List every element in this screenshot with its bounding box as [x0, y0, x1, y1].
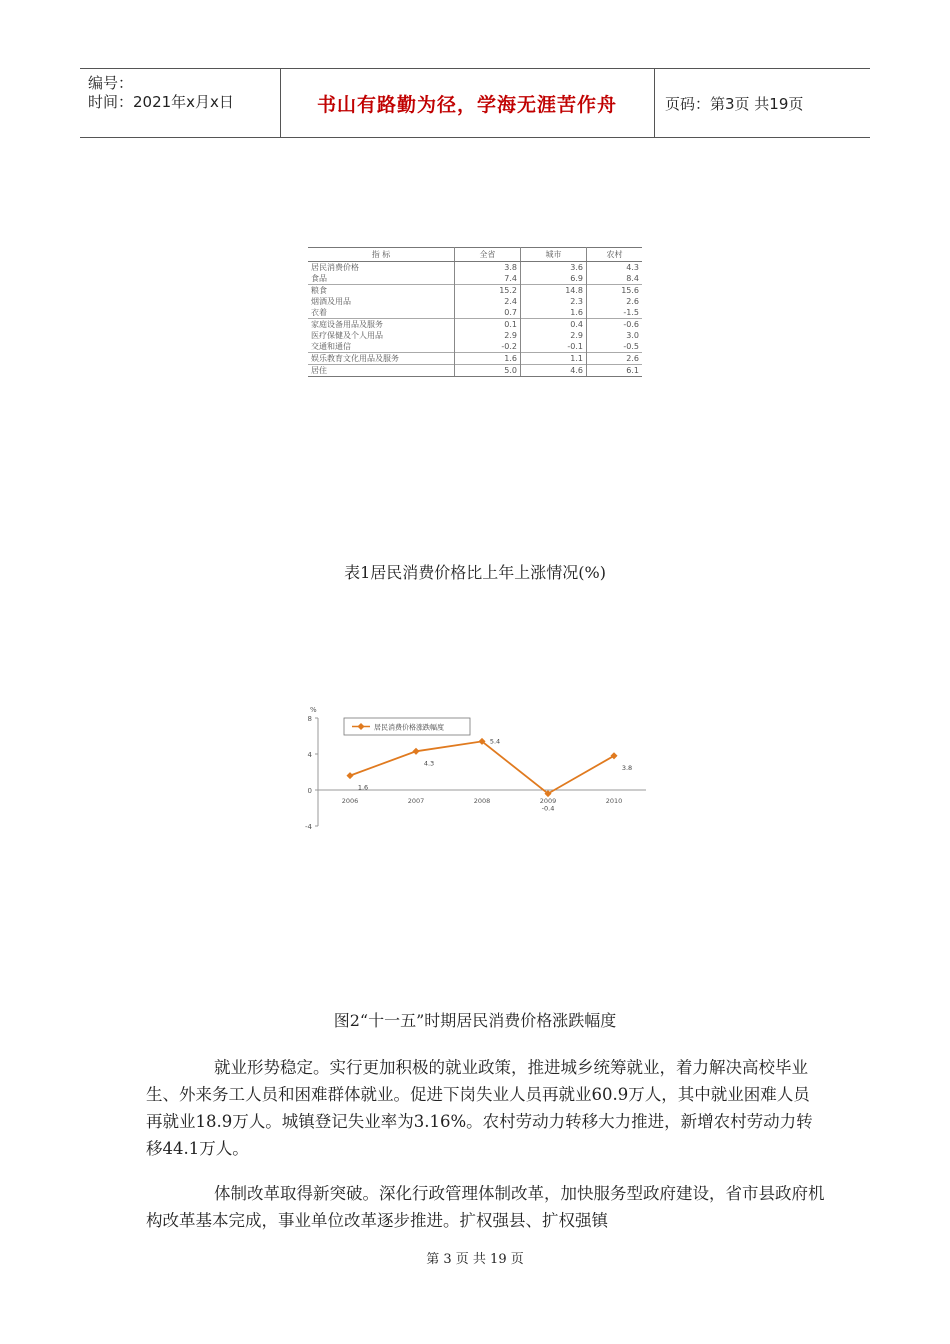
- header-left-cell: [80, 69, 281, 137]
- y-tick-label: 8: [307, 715, 312, 723]
- x-tick-label: 2009: [539, 797, 557, 805]
- table-cell: 15.2: [455, 285, 521, 297]
- table-cell: 0.4: [521, 319, 587, 331]
- table-row: [308, 319, 642, 331]
- x-tick-label: 2007: [407, 797, 425, 805]
- table-cell: 2.6: [587, 353, 643, 365]
- table-cell: 4.6: [521, 365, 587, 377]
- table-cell: -0.1: [521, 341, 587, 353]
- table-cell: 3.0: [626, 331, 639, 340]
- paragraph-employment: [146, 1054, 826, 1162]
- table-cell: 0.7: [455, 307, 521, 319]
- x-tick-label: 2010: [605, 797, 623, 805]
- paragraph-text: 体制改革取得新突破。深化行政管理体制改革，加快服务型政府建设，省市县政府机构改革基本完成，事业单位改革逐步推进。扩权强县、扩权强镇: [146, 1184, 825, 1230]
- header-page-cell: [655, 69, 870, 137]
- table-cell: 衣着: [308, 307, 455, 319]
- table-cell: 8.4: [626, 274, 639, 283]
- figure-caption: 图2“十一五”时期居民消费价格涨跌幅度: [333, 1011, 617, 1030]
- table-header-row: [308, 248, 642, 262]
- table-cell: 14.8: [521, 285, 587, 297]
- paragraph-text: 就业形势稳定。实行更加积极的就业政策，推进城乡统筹就业，着力解决高校毕业生、外来务工人员和困难群体就业。促进下岗失业人员再就业60.9万人，其中就业困难人员再就业18.9万人。城镇登记失业率为3.16%。农村劳动力转移大力推进，新增农村劳动力转移44.1万人。: [146, 1058, 813, 1158]
- table-cell: 居民消费价格: [308, 262, 455, 274]
- data-label: 5.4: [489, 737, 501, 746]
- table-header-cell: 全省: [455, 248, 521, 262]
- data-label: 1.6: [357, 783, 369, 792]
- data-label: 3.8: [621, 763, 633, 772]
- y-tick-label: 0: [307, 787, 312, 795]
- table-row: [308, 330, 642, 341]
- cpi-table: [308, 247, 642, 377]
- table-cell: -0.6: [587, 319, 643, 331]
- table-row: [308, 285, 642, 297]
- x-tick-label: 2006: [341, 797, 359, 805]
- table-cell: 1.6: [521, 307, 587, 319]
- paragraph-reform: [146, 1180, 826, 1234]
- table-header-cell: 城市: [521, 248, 587, 262]
- table-cell: -0.2: [455, 341, 521, 353]
- data-point: [610, 752, 617, 759]
- legend-label: 居民消费价格涨跌幅度: [374, 723, 444, 732]
- cpi-line-chart: [296, 704, 656, 832]
- header-motto-cell: [280, 69, 655, 137]
- table-cell: 3.8: [455, 262, 521, 274]
- table-row: [308, 296, 642, 307]
- table-row: [308, 341, 642, 353]
- table-cell: 1.1: [521, 353, 587, 365]
- table-cell: 2.3: [521, 296, 587, 307]
- table-cell: 3.6: [521, 262, 587, 274]
- table-cell: 1.6: [455, 353, 521, 365]
- table-cell: 7.4: [455, 273, 521, 285]
- table-cell: 0.1: [455, 319, 521, 331]
- data-point: [346, 772, 353, 779]
- time-label: 时间：2021年x月x日: [88, 93, 234, 111]
- number-label: 编号：: [88, 74, 134, 92]
- table-cell: 交通和通信: [308, 341, 455, 353]
- page-footer: 第 3 页 共 19 页: [426, 1252, 524, 1267]
- table-cell: 粮食: [308, 285, 455, 297]
- table-cell: -0.5: [623, 342, 639, 351]
- table-cell: 医疗保健及个人用品: [308, 330, 455, 341]
- table-header-cell: 农村: [587, 248, 643, 262]
- page-header: [80, 68, 870, 138]
- y-tick-label: -4: [305, 823, 312, 831]
- y-axis-unit: %: [310, 706, 317, 714]
- table-cell: 居住: [308, 365, 455, 377]
- table-cell: 烟酒及用品: [308, 296, 455, 307]
- table-cell: 6.9: [521, 273, 587, 285]
- table-cell: 2.4: [455, 296, 521, 307]
- table-caption: 表1居民消费价格比上年上涨情况(%): [344, 563, 606, 582]
- table-row: [308, 273, 642, 285]
- table-cell: 2.6: [626, 297, 639, 306]
- table-row: [308, 365, 642, 377]
- table-cell: 15.6: [587, 285, 643, 297]
- data-label: -0.4: [541, 804, 555, 813]
- page-indicator: 页码：第3页 共19页: [665, 94, 804, 113]
- table-header-cell: 指 标: [308, 248, 455, 262]
- y-tick-label: 4: [307, 751, 312, 759]
- table-row: [308, 307, 642, 319]
- table-cell: 家庭设备用品及服务: [308, 319, 455, 331]
- motto: 书山有路勤为径，学海无涯苦作舟: [316, 93, 617, 116]
- table-cell: 6.1: [587, 365, 643, 377]
- data-point: [412, 748, 419, 755]
- table-row: [308, 353, 642, 365]
- data-label: 4.3: [423, 759, 435, 768]
- table-row: [308, 262, 642, 274]
- table-cell: 5.0: [455, 365, 521, 377]
- table-cell: 2.9: [455, 330, 521, 341]
- table-cell: 4.3: [626, 263, 639, 272]
- series-line: [350, 741, 614, 793]
- table-cell: 食品: [308, 273, 455, 285]
- table-cell: 娱乐教育文化用品及服务: [308, 353, 455, 365]
- table-cell: 2.9: [521, 330, 587, 341]
- x-tick-label: 2008: [473, 797, 491, 805]
- table-cell: -1.5: [623, 308, 639, 317]
